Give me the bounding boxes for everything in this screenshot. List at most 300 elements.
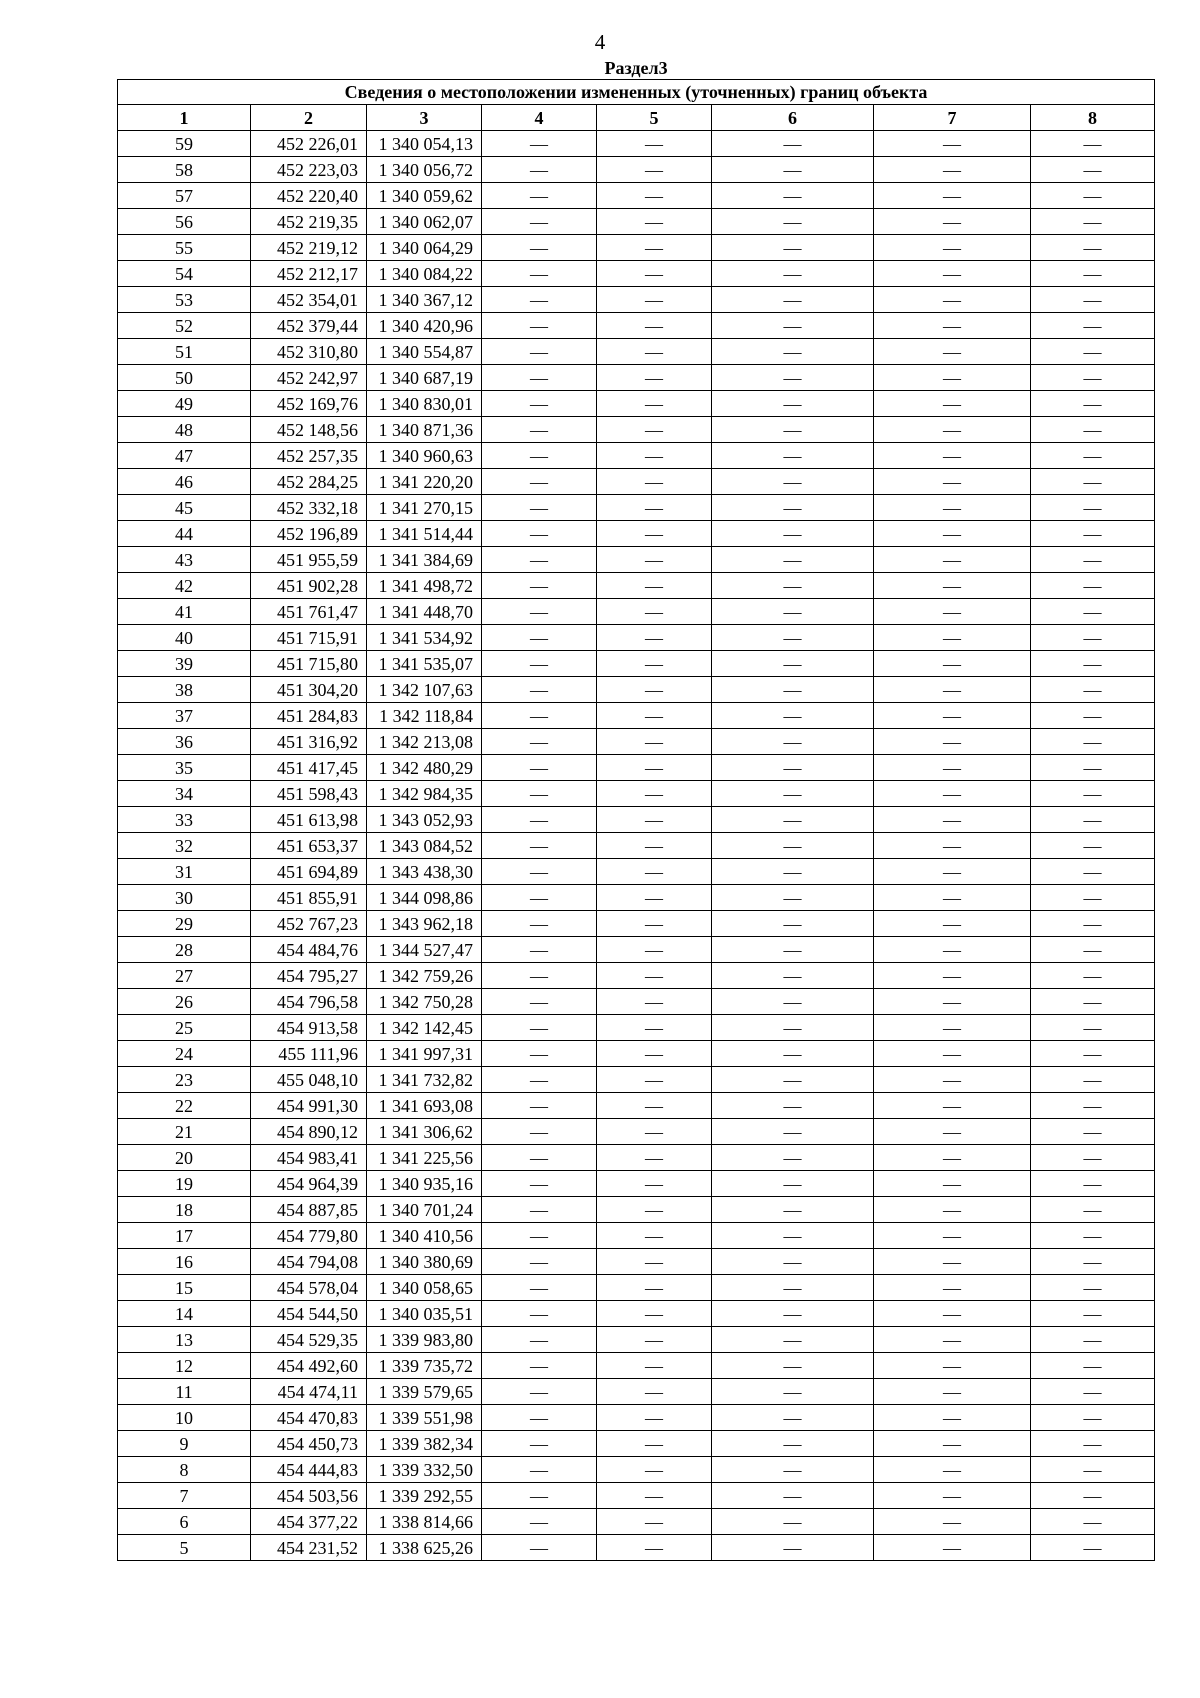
y-coordinate-cell: 1 340 059,62 [367,183,482,209]
empty-dash-cell: — [712,313,874,339]
empty-dash-cell: — [712,391,874,417]
point-number-cell: 7 [118,1483,251,1509]
point-number-cell: 40 [118,625,251,651]
empty-dash-cell: — [712,131,874,157]
empty-dash-cell: — [1031,1457,1155,1483]
table-row [118,1405,1155,1431]
empty-dash-cell: — [597,365,712,391]
empty-dash-cell: — [1031,1327,1155,1353]
empty-dash-cell: — [482,755,597,781]
empty-dash-cell: — [482,989,597,1015]
empty-dash-cell: — [874,1275,1031,1301]
table-row [118,885,1155,911]
empty-dash-cell: — [482,443,597,469]
x-coordinate-cell: 454 578,04 [251,1275,367,1301]
empty-dash-cell: — [597,1119,712,1145]
empty-dash-cell: — [712,989,874,1015]
empty-dash-cell: — [1031,599,1155,625]
empty-dash-cell: — [1031,781,1155,807]
y-coordinate-cell: 1 340 084,22 [367,261,482,287]
empty-dash-cell: — [482,1197,597,1223]
empty-dash-cell: — [712,937,874,963]
y-coordinate-cell: 1 340 701,24 [367,1197,482,1223]
x-coordinate-cell: 451 653,37 [251,833,367,859]
empty-dash-cell: — [597,1535,712,1561]
empty-dash-cell: — [482,1093,597,1119]
x-coordinate-cell: 454 377,22 [251,1509,367,1535]
x-coordinate-cell: 454 983,41 [251,1145,367,1171]
table-row [118,391,1155,417]
empty-dash-cell: — [482,911,597,937]
y-coordinate-cell: 1 340 367,12 [367,287,482,313]
empty-dash-cell: — [1031,365,1155,391]
point-number-cell: 27 [118,963,251,989]
y-coordinate-cell: 1 339 983,80 [367,1327,482,1353]
empty-dash-cell: — [712,833,874,859]
x-coordinate-cell: 451 715,91 [251,625,367,651]
x-coordinate-cell: 452 310,80 [251,339,367,365]
empty-dash-cell: — [482,729,597,755]
empty-dash-cell: — [874,1353,1031,1379]
empty-dash-cell: — [712,963,874,989]
y-coordinate-cell: 1 339 292,55 [367,1483,482,1509]
x-coordinate-cell: 454 779,80 [251,1223,367,1249]
empty-dash-cell: — [482,1379,597,1405]
empty-dash-cell: — [712,651,874,677]
empty-dash-cell: — [597,807,712,833]
y-coordinate-cell: 1 343 052,93 [367,807,482,833]
empty-dash-cell: — [874,417,1031,443]
table-row [118,417,1155,443]
table-row [118,1249,1155,1275]
empty-dash-cell: — [712,1067,874,1093]
empty-dash-cell: — [1031,1379,1155,1405]
empty-dash-cell: — [1031,729,1155,755]
point-number-cell: 12 [118,1353,251,1379]
empty-dash-cell: — [597,391,712,417]
empty-dash-cell: — [482,157,597,183]
empty-dash-cell: — [597,1327,712,1353]
empty-dash-cell: — [597,677,712,703]
table-row [118,651,1155,677]
y-coordinate-cell: 1 344 527,47 [367,937,482,963]
point-number-cell: 50 [118,365,251,391]
y-coordinate-cell: 1 340 064,29 [367,235,482,261]
empty-dash-cell: — [1031,911,1155,937]
empty-dash-cell: — [712,1223,874,1249]
x-coordinate-cell: 455 048,10 [251,1067,367,1093]
empty-dash-cell: — [597,1093,712,1119]
point-number-cell: 20 [118,1145,251,1171]
empty-dash-cell: — [597,1379,712,1405]
y-coordinate-cell: 1 340 871,36 [367,417,482,443]
empty-dash-cell: — [1031,1067,1155,1093]
empty-dash-cell: — [597,443,712,469]
point-number-cell: 13 [118,1327,251,1353]
table-row [118,1093,1155,1119]
empty-dash-cell: — [1031,313,1155,339]
point-number-cell: 22 [118,1093,251,1119]
empty-dash-cell: — [1031,651,1155,677]
boundary-coordinates-table [117,57,1155,1561]
y-coordinate-cell: 1 341 270,15 [367,495,482,521]
empty-dash-cell: — [874,1041,1031,1067]
empty-dash-cell: — [1031,937,1155,963]
empty-dash-cell: — [482,469,597,495]
column-header-row [118,105,1155,131]
x-coordinate-cell: 454 529,35 [251,1327,367,1353]
empty-dash-cell: — [482,391,597,417]
empty-dash-cell: — [712,1509,874,1535]
empty-dash-cell: — [712,781,874,807]
y-coordinate-cell: 1 342 107,63 [367,677,482,703]
empty-dash-cell: — [482,1145,597,1171]
empty-dash-cell: — [1031,1483,1155,1509]
empty-dash-cell: — [482,1431,597,1457]
empty-dash-cell: — [712,417,874,443]
empty-dash-cell: — [597,1145,712,1171]
empty-dash-cell: — [597,261,712,287]
x-coordinate-cell: 452 332,18 [251,495,367,521]
empty-dash-cell: — [874,807,1031,833]
empty-dash-cell: — [874,209,1031,235]
empty-dash-cell: — [712,729,874,755]
empty-dash-cell: — [597,1353,712,1379]
empty-dash-cell: — [874,235,1031,261]
empty-dash-cell: — [874,1067,1031,1093]
table-row [118,859,1155,885]
empty-dash-cell: — [1031,1275,1155,1301]
empty-dash-cell: — [482,209,597,235]
y-coordinate-cell: 1 341 448,70 [367,599,482,625]
point-number-cell: 14 [118,1301,251,1327]
y-coordinate-cell: 1 341 384,69 [367,547,482,573]
empty-dash-cell: — [597,1171,712,1197]
empty-dash-cell: — [597,469,712,495]
point-number-cell: 28 [118,937,251,963]
table-row [118,469,1155,495]
empty-dash-cell: — [597,235,712,261]
empty-dash-cell: — [1031,989,1155,1015]
empty-dash-cell: — [482,1119,597,1145]
point-number-cell: 38 [118,677,251,703]
empty-dash-cell: — [874,261,1031,287]
empty-dash-cell: — [874,651,1031,677]
y-coordinate-cell: 1 341 732,82 [367,1067,482,1093]
empty-dash-cell: — [712,209,874,235]
empty-dash-cell: — [874,1145,1031,1171]
table-row [118,833,1155,859]
empty-dash-cell: — [874,157,1031,183]
empty-dash-cell: — [597,183,712,209]
point-number-cell: 44 [118,521,251,547]
empty-dash-cell: — [597,1015,712,1041]
y-coordinate-cell: 1 340 554,87 [367,339,482,365]
empty-dash-cell: — [712,157,874,183]
empty-dash-cell: — [712,1093,874,1119]
y-coordinate-cell: 1 342 759,26 [367,963,482,989]
x-coordinate-cell: 451 304,20 [251,677,367,703]
empty-dash-cell: — [1031,1041,1155,1067]
point-number-cell: 29 [118,911,251,937]
empty-dash-cell: — [482,963,597,989]
empty-dash-cell: — [874,833,1031,859]
empty-dash-cell: — [874,1249,1031,1275]
table-row [118,1431,1155,1457]
table-row [118,131,1155,157]
column-header: 2 [251,105,367,131]
empty-dash-cell: — [874,937,1031,963]
empty-dash-cell: — [482,521,597,547]
x-coordinate-cell: 452 219,35 [251,209,367,235]
empty-dash-cell: — [712,807,874,833]
table-row [118,625,1155,651]
table-row [118,209,1155,235]
empty-dash-cell: — [874,469,1031,495]
y-coordinate-cell: 1 342 984,35 [367,781,482,807]
y-coordinate-cell: 1 339 579,65 [367,1379,482,1405]
empty-dash-cell: — [874,443,1031,469]
y-coordinate-cell: 1 342 213,08 [367,729,482,755]
empty-dash-cell: — [1031,1093,1155,1119]
point-number-cell: 9 [118,1431,251,1457]
empty-dash-cell: — [712,1431,874,1457]
empty-dash-cell: — [712,183,874,209]
y-coordinate-cell: 1 340 420,96 [367,313,482,339]
empty-dash-cell: — [597,859,712,885]
empty-dash-cell: — [1031,755,1155,781]
empty-dash-cell: — [712,599,874,625]
y-coordinate-cell: 1 340 410,56 [367,1223,482,1249]
y-coordinate-cell: 1 343 084,52 [367,833,482,859]
empty-dash-cell: — [1031,547,1155,573]
empty-dash-cell: — [597,625,712,651]
empty-dash-cell: — [874,963,1031,989]
empty-dash-cell: — [712,547,874,573]
empty-dash-cell: — [874,573,1031,599]
point-number-cell: 37 [118,703,251,729]
x-coordinate-cell: 451 694,89 [251,859,367,885]
empty-dash-cell: — [1031,183,1155,209]
table-row [118,963,1155,989]
table-row [118,729,1155,755]
empty-dash-cell: — [874,287,1031,313]
x-coordinate-cell: 454 964,39 [251,1171,367,1197]
empty-dash-cell: — [874,1223,1031,1249]
empty-dash-cell: — [482,339,597,365]
empty-dash-cell: — [712,1535,874,1561]
y-coordinate-cell: 1 341 306,62 [367,1119,482,1145]
empty-dash-cell: — [1031,677,1155,703]
x-coordinate-cell: 454 890,12 [251,1119,367,1145]
empty-dash-cell: — [1031,157,1155,183]
empty-dash-cell: — [597,287,712,313]
point-number-cell: 57 [118,183,251,209]
x-coordinate-cell: 454 796,58 [251,989,367,1015]
empty-dash-cell: — [482,547,597,573]
point-number-cell: 15 [118,1275,251,1301]
point-number-cell: 21 [118,1119,251,1145]
empty-dash-cell: — [1031,261,1155,287]
empty-dash-cell: — [482,1405,597,1431]
table-row [118,1457,1155,1483]
empty-dash-cell: — [712,261,874,287]
empty-dash-cell: — [482,1223,597,1249]
table-row [118,235,1155,261]
empty-dash-cell: — [597,885,712,911]
empty-dash-cell: — [712,495,874,521]
empty-dash-cell: — [1031,833,1155,859]
empty-dash-cell: — [874,911,1031,937]
column-header: 4 [482,105,597,131]
point-number-cell: 11 [118,1379,251,1405]
x-coordinate-cell: 454 470,83 [251,1405,367,1431]
table-row [118,157,1155,183]
empty-dash-cell: — [874,183,1031,209]
empty-dash-cell: — [597,1431,712,1457]
point-number-cell: 56 [118,209,251,235]
point-number-cell: 16 [118,1249,251,1275]
empty-dash-cell: — [874,1093,1031,1119]
empty-dash-cell: — [597,131,712,157]
table-row [118,339,1155,365]
empty-dash-cell: — [482,625,597,651]
empty-dash-cell: — [597,989,712,1015]
y-coordinate-cell: 1 341 535,07 [367,651,482,677]
y-coordinate-cell: 1 341 498,72 [367,573,482,599]
empty-dash-cell: — [874,1457,1031,1483]
empty-dash-cell: — [874,781,1031,807]
empty-dash-cell: — [712,1145,874,1171]
empty-dash-cell: — [597,547,712,573]
empty-dash-cell: — [482,573,597,599]
empty-dash-cell: — [712,1041,874,1067]
point-number-cell: 17 [118,1223,251,1249]
empty-dash-cell: — [482,703,597,729]
empty-dash-cell: — [1031,859,1155,885]
empty-dash-cell: — [482,937,597,963]
empty-dash-cell: — [1031,1223,1155,1249]
point-number-cell: 36 [118,729,251,755]
x-coordinate-cell: 451 417,45 [251,755,367,781]
y-coordinate-cell: 1 342 480,29 [367,755,482,781]
point-number-cell: 59 [118,131,251,157]
empty-dash-cell: — [482,859,597,885]
x-coordinate-cell: 451 902,28 [251,573,367,599]
empty-dash-cell: — [874,495,1031,521]
empty-dash-cell: — [874,1483,1031,1509]
point-number-cell: 5 [118,1535,251,1561]
empty-dash-cell: — [712,859,874,885]
y-coordinate-cell: 1 344 098,86 [367,885,482,911]
empty-dash-cell: — [874,885,1031,911]
empty-dash-cell: — [1031,521,1155,547]
empty-dash-cell: — [1031,469,1155,495]
empty-dash-cell: — [1031,235,1155,261]
table-row [118,989,1155,1015]
y-coordinate-cell: 1 341 693,08 [367,1093,482,1119]
y-coordinate-cell: 1 341 534,92 [367,625,482,651]
empty-dash-cell: — [1031,209,1155,235]
table-row [118,1301,1155,1327]
empty-dash-cell: — [482,1483,597,1509]
empty-dash-cell: — [1031,1249,1155,1275]
empty-dash-cell: — [1031,807,1155,833]
empty-dash-cell: — [874,625,1031,651]
y-coordinate-cell: 1 343 962,18 [367,911,482,937]
empty-dash-cell: — [482,833,597,859]
empty-dash-cell: — [874,989,1031,1015]
column-header: 3 [367,105,482,131]
point-number-cell: 25 [118,1015,251,1041]
empty-dash-cell: — [597,1457,712,1483]
point-number-cell: 18 [118,1197,251,1223]
empty-dash-cell: — [1031,625,1155,651]
point-number-cell: 52 [118,313,251,339]
empty-dash-cell: — [597,339,712,365]
empty-dash-cell: — [712,339,874,365]
empty-dash-cell: — [597,157,712,183]
empty-dash-cell: — [712,235,874,261]
x-coordinate-cell: 452 169,76 [251,391,367,417]
empty-dash-cell: — [1031,443,1155,469]
empty-dash-cell: — [597,495,712,521]
empty-dash-cell: — [1031,963,1155,989]
empty-dash-cell: — [1031,885,1155,911]
table-row [118,443,1155,469]
point-number-cell: 55 [118,235,251,261]
table-row [118,911,1155,937]
table-row [118,261,1155,287]
point-number-cell: 45 [118,495,251,521]
column-header: 6 [712,105,874,131]
empty-dash-cell: — [597,1509,712,1535]
empty-dash-cell: — [874,677,1031,703]
empty-dash-cell: — [712,1353,874,1379]
empty-dash-cell: — [482,287,597,313]
table-row [118,521,1155,547]
empty-dash-cell: — [597,1249,712,1275]
empty-dash-cell: — [874,1171,1031,1197]
x-coordinate-cell: 454 794,08 [251,1249,367,1275]
y-coordinate-cell: 1 341 514,44 [367,521,482,547]
x-coordinate-cell: 454 544,50 [251,1301,367,1327]
empty-dash-cell: — [597,1067,712,1093]
empty-dash-cell: — [482,1301,597,1327]
x-coordinate-cell: 454 231,52 [251,1535,367,1561]
empty-dash-cell: — [712,1483,874,1509]
empty-dash-cell: — [874,1197,1031,1223]
empty-dash-cell: — [712,1171,874,1197]
empty-dash-cell: — [712,677,874,703]
empty-dash-cell: — [1031,1301,1155,1327]
point-number-cell: 24 [118,1041,251,1067]
empty-dash-cell: — [482,235,597,261]
x-coordinate-cell: 455 111,96 [251,1041,367,1067]
empty-dash-cell: — [712,755,874,781]
table-row [118,313,1155,339]
empty-dash-cell: — [482,1275,597,1301]
y-coordinate-cell: 1 340 062,07 [367,209,482,235]
empty-dash-cell: — [482,131,597,157]
table-row [118,1509,1155,1535]
x-coordinate-cell: 451 955,59 [251,547,367,573]
empty-dash-cell: — [1031,391,1155,417]
empty-dash-cell: — [482,807,597,833]
empty-dash-cell: — [597,417,712,443]
empty-dash-cell: — [482,365,597,391]
empty-dash-cell: — [597,1275,712,1301]
